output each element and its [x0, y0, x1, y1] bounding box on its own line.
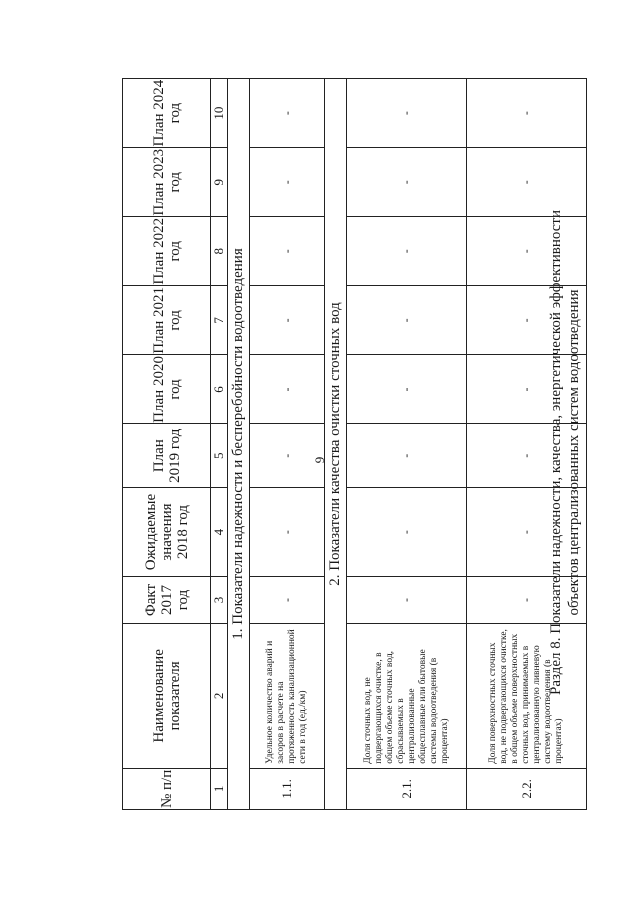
value-cell: -: [467, 424, 587, 488]
value-cell: -: [467, 355, 587, 424]
col-number: 1: [211, 768, 228, 809]
col-plan2022-header: План 2022 год: [123, 217, 211, 286]
section-heading-2: 2. Показатели качества очистки сточных вод: [325, 79, 347, 810]
col-number: 3: [211, 577, 228, 624]
value-cell: -: [347, 217, 467, 286]
section-row: [325, 79, 347, 810]
col-plan2024-header: План 2024 год: [123, 79, 211, 148]
value-cell: -: [250, 424, 325, 488]
col-number: 9: [211, 148, 228, 217]
col-number: 10: [211, 79, 228, 148]
col-plan2023-header: План 2023 год: [123, 148, 211, 217]
col-number: 4: [211, 487, 228, 576]
col-plan2020-header: План 2020 год: [123, 355, 211, 424]
col-number: 6: [211, 355, 228, 424]
value-cell: -: [347, 424, 467, 488]
section-row: [228, 79, 250, 810]
value-cell: -: [347, 577, 467, 624]
value-cell: -: [347, 286, 467, 355]
col-number: 2: [211, 623, 228, 768]
value-cell: -: [250, 487, 325, 576]
value-cell: -: [467, 79, 587, 148]
indicator-name: Удельное количество аварий и засоров в расчете на протяженность канализационной сети в год (ед./км): [250, 623, 325, 768]
col-fact2017-header: Факт 2017 год: [123, 577, 211, 624]
col-number: 8: [211, 217, 228, 286]
table-row: [467, 79, 587, 810]
value-cell: -: [467, 487, 587, 576]
page-number: 9: [312, 456, 327, 464]
table-row: [347, 79, 467, 810]
value-cell: -: [347, 487, 467, 576]
column-numbers-row: [211, 79, 228, 810]
value-cell: -: [467, 148, 587, 217]
section-title-line2: объектов централизованных систем водоотведения: [566, 289, 582, 616]
col-num-header: № п/п: [123, 768, 211, 809]
header-row: [123, 79, 211, 810]
row-number: 2.1.: [347, 768, 467, 809]
section-title-line1: Раздел 8. Показатели надежности, качества, энергетической эффективности: [548, 210, 564, 695]
col-plan2021-header: План 2021 год: [123, 286, 211, 355]
col-number: 7: [211, 286, 228, 355]
value-cell: -: [250, 355, 325, 424]
value-cell: -: [467, 286, 587, 355]
value-cell: -: [250, 79, 325, 148]
value-cell: -: [467, 217, 587, 286]
section-heading-1: 1. Показатели надежности и бесперебойности водоотведения: [228, 79, 250, 810]
value-cell: -: [467, 577, 587, 624]
row-number: 2.2.: [467, 768, 587, 809]
value-cell: -: [250, 286, 325, 355]
value-cell: -: [250, 217, 325, 286]
col-expected2018-header: Ожидаемые значения 2018 год: [123, 487, 211, 576]
indicator-name: Доля поверхностных сточных вод, не подвергающихся очистке, в общем объеме поверхностных сточных вод, принимаемых в централизованную ливневую систему водоотведения (в процентах): [467, 623, 587, 768]
col-name-header: Наименование показателя: [123, 623, 211, 768]
row-number: 1.1.: [250, 768, 325, 809]
col-plan2019-header: План 2019 год: [123, 424, 211, 488]
value-cell: -: [347, 148, 467, 217]
col-number: 5: [211, 424, 228, 488]
indicators-table: [122, 78, 587, 810]
value-cell: -: [250, 577, 325, 624]
table-row: [250, 79, 325, 810]
value-cell: -: [347, 79, 467, 148]
value-cell: -: [250, 148, 325, 217]
value-cell: -: [347, 355, 467, 424]
indicator-name: Доля сточных вод, не подвергающихся очистке, в общем объеме сточных вод, сбрасываемых в централизованные общесплавные или бытовые системы водоотведения (в процентах): [347, 623, 467, 768]
